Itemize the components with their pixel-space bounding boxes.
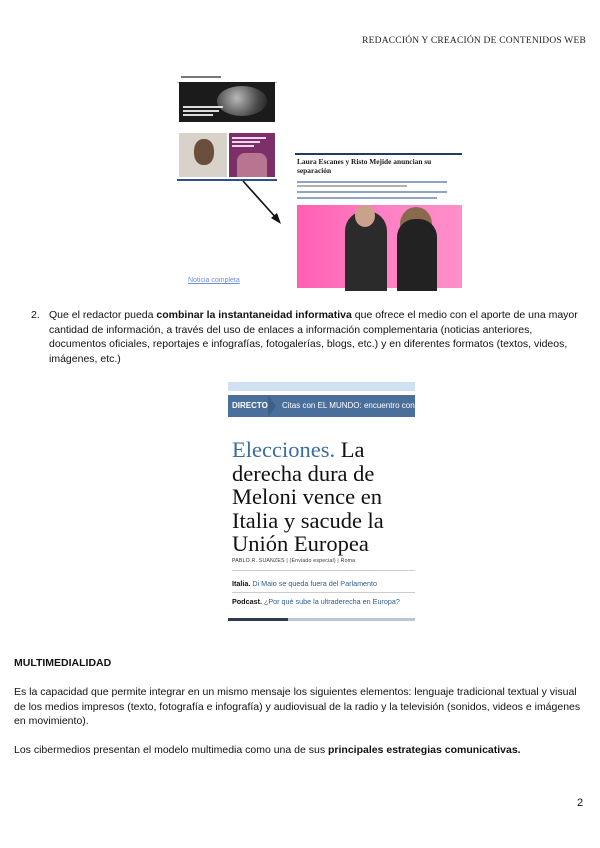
para2-bold: principales estrategias comunicativas.: [328, 744, 521, 756]
arrow-icon: [240, 178, 285, 228]
full-news-link[interactable]: Noticia completa: [188, 277, 240, 284]
byline: PABLO R. SUANZES | (Enviado especial) | Roma: [232, 558, 356, 564]
list-text-bold: combinar la instantaneidad informativa: [156, 309, 352, 321]
live-label: DIRECTO: [232, 401, 268, 410]
headline-keyword: Elecciones.: [232, 437, 336, 462]
thumbnail-right: [229, 133, 275, 177]
running-header: REDACCIÓN Y CREACIÓN DE CONTENIDOS WEB: [362, 36, 586, 46]
list-item-text: [49, 308, 579, 366]
paragraph-strategies: [14, 743, 586, 758]
article-title: Laura Escanes y Risto Mejide anuncian su separación: [297, 157, 432, 175]
list-text-after: que ofrece el medio con el aporte de una mayor cantidad de información, a través del uso de enlaces a información complementaria (noticias anteriores, documentos oficiales, reportajes e infografías, fotogalerías, blogs, etc.) y en diferentes formatos (textos, videos, imágenes, etc.): [49, 309, 578, 365]
headline-rest: La derecha dura de Meloni vence en Italia y sacude la Unión Europea: [232, 437, 384, 556]
elecciones-screenshot: [228, 382, 432, 621]
list-text-before: Que el redactor pueda: [49, 309, 157, 321]
related-link-2: Podcast. ¿Por qué sube la ultraderecha en Europa?: [232, 597, 400, 606]
thumbnail-left: [179, 133, 227, 177]
section-title: MULTIMEDIALIDAD: [14, 657, 112, 669]
article-screenshot: [295, 153, 462, 288]
related-link-1: Italia. Di Maio se queda fuera del Parlamento: [232, 579, 378, 588]
headline: [232, 438, 415, 556]
live-nav-bar: [228, 395, 432, 417]
list-number: 2.: [31, 309, 40, 321]
paragraph-definition: Es la capacidad que permite integrar en un mismo mensaje los siguientes elementos: lenguaje tradicional textual y visual de los medios impresos (texto, fotografía e infografía) y audiovisual de la radio y la televisión (sonidos, videos e imágenes en movimiento).: [14, 686, 581, 728]
live-text: Citas con EL MUNDO: encuentro con Isab: [282, 401, 432, 410]
para2-text: Los cibermedios presentan el modelo multimedia como una de sus: [14, 744, 329, 756]
article-photo: [297, 205, 462, 288]
page-number: 2: [577, 797, 584, 809]
news-homepage-screenshot: [177, 73, 277, 183]
hero-image: [179, 82, 275, 122]
chevron-right-icon: [268, 395, 276, 417]
